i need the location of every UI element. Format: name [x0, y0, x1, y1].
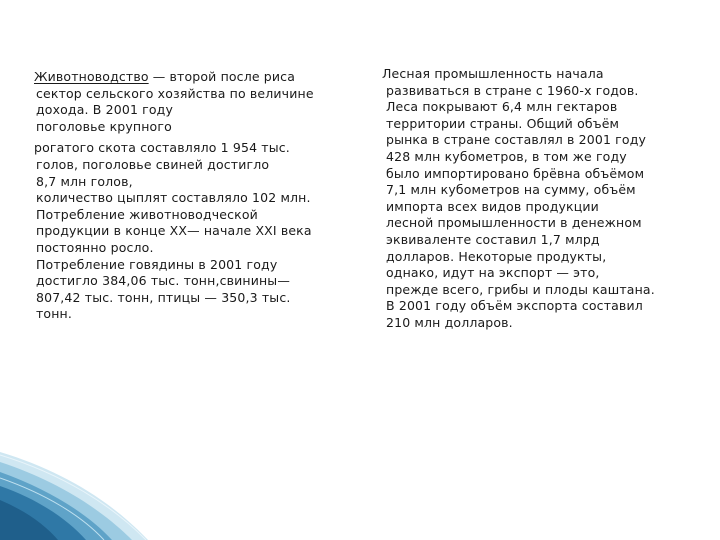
text-line: количество цыплят составляло 102 млн. — [36, 190, 311, 206]
text-line: долларов. Некоторые продукты, — [386, 248, 607, 264]
forestry-term: Лесная промышленность — [382, 66, 553, 81]
text-line: Потребление животноводческой — [36, 206, 258, 222]
text-line: достигло 384,06 тыс. тонн,свинины— — [36, 273, 290, 289]
text-line: было импортировано брёвна объёмом — [386, 165, 645, 181]
text-line: продукции в конце XX— начале XXI века — [36, 223, 312, 239]
text-line: В 2001 году объём экспорта составил — [386, 298, 643, 314]
text-line: — второй после риса — [148, 69, 295, 84]
text-line: Леса покрывают 6,4 млн гектаров — [386, 99, 618, 115]
text-line: однако, идут на экспорт — это, — [386, 265, 600, 281]
text-line: лесной промышленности в денежном — [386, 215, 642, 231]
text-line: импорта всех видов продукции — [386, 198, 599, 214]
text-line: рогатого скота составляло 1 954 тыс. — [34, 140, 290, 156]
text-line: 807,42 тыс. тонн, птицы — 350,3 тыс. — [36, 289, 291, 305]
text-line: рынка в стране составлял в 2001 году — [386, 132, 647, 148]
livestock-term: Животноводство — [34, 69, 149, 84]
forestry-text-block — [382, 66, 682, 332]
text-line: поголовье крупного — [36, 118, 172, 134]
text-line: постоянно росло. — [36, 239, 154, 255]
text-line: 7,1 млн кубометров на сумму, объём — [386, 182, 636, 198]
text-line: Потребление говядины в 2001 году — [36, 256, 278, 272]
text-line: 210 млн долларов. — [386, 314, 513, 330]
text-line: сектор сельского хозяйства по величине — [36, 85, 314, 101]
livestock-paragraph-continued — [34, 140, 334, 323]
text-line: 8,7 млн голов, — [36, 173, 133, 189]
text-line: тонн. — [36, 306, 72, 322]
text-line: развиваться в стране с 1960-х годов. — [386, 82, 639, 98]
text-line: начала — [552, 66, 604, 81]
forestry-paragraph — [382, 66, 682, 332]
livestock-paragraph — [34, 69, 334, 135]
text-line: эквиваленте составил 1,7 млрд — [386, 231, 600, 247]
text-line: прежде всего, грибы и плоды каштана. — [386, 281, 655, 297]
livestock-text-block — [34, 69, 334, 323]
text-line: дохода. В 2001 году — [36, 102, 174, 118]
text-line: территории страны. Общий объём — [386, 115, 620, 131]
text-line: 428 млн кубометров, в том же году — [386, 148, 627, 164]
text-line: голов, поголовье свиней достигло — [36, 156, 270, 172]
